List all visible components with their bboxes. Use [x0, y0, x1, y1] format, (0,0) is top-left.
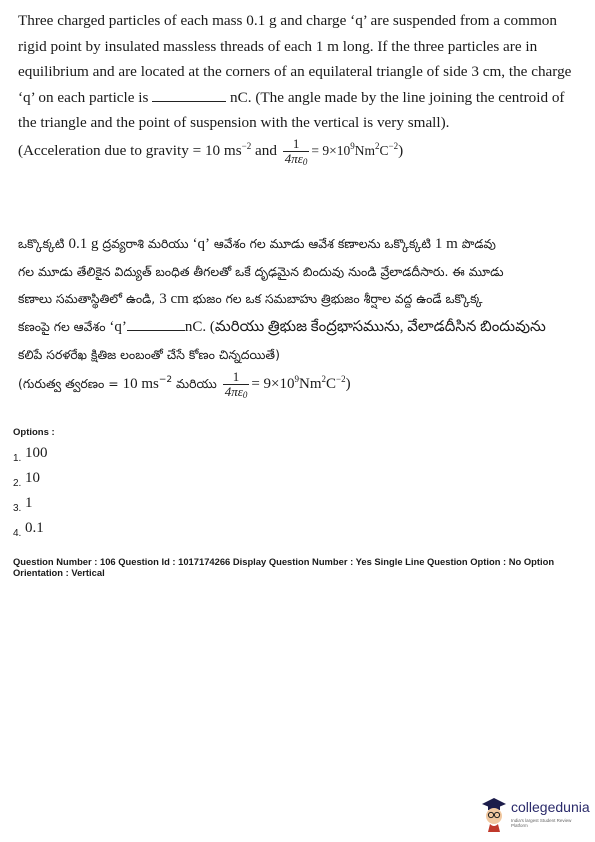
question-line: the triangle and the point of suspension with the vertical is very small). [18, 114, 450, 131]
logo-text: collegedunia [511, 799, 590, 815]
option-number: 4. [13, 528, 22, 539]
question-line: ఒక్కొక్కటి 0.1 g ద్రవ్యరాశి మరియు ‘q’ ఆవేశం గల మూడు ఆవేశ కణాలను ఒక్కొక్కటి 1 m పొడవు [18, 236, 496, 252]
fraction-denominator: $4\pi\varepsilon_0$ [224, 384, 248, 400]
question-line [18, 85, 580, 111]
question-line: rigid point by insulated massless threads of each 1 m long. If the three particles are in [18, 37, 538, 55]
option-number: 1. [13, 453, 22, 464]
question-text: ) [398, 141, 404, 159]
option-value: 10 [25, 470, 40, 486]
question-line: (గురుత్వ త్వరణం = 10 $ms^{-2}$ మరియు $\frac{1}{4\pi\varepsilon_0}$ = $9\times 10^9Nm^2C^{-2}$) [18, 369, 351, 400]
question-line: కలిపే సరళరేఖ క్షితిజ లంబంతో చేసే కోణం చిన్నదయితే) [18, 347, 280, 362]
option-number: 2. [13, 478, 22, 489]
option-value: 100 [25, 445, 48, 461]
fraction [283, 137, 310, 166]
option-item[interactable] [13, 493, 55, 518]
question-english [18, 8, 580, 166]
option-number: 3. [13, 503, 22, 514]
question-text: nC. (The angle made by the line joining the centroid of [230, 88, 565, 106]
collegedunia-logo [479, 796, 589, 836]
logo-tagline: India's largest Student Review Platform [511, 818, 572, 828]
question-line: కణాలు సమతాస్థితిలో ఉండి, 3 cm భుజం గల ఒక సమబాహు త్రిభుజం శీర్షాల వద్ద ఉండే ఒక్కొక్క [18, 291, 483, 307]
fraction [223, 370, 250, 399]
graduate-mascot-icon [479, 796, 509, 832]
options-header: Options : [13, 427, 55, 438]
metadata-line: Question Number : 106 Question Id : 1017174266 Display Question Number : Yes Single Line Question Option : No Option [13, 556, 555, 567]
constant-value: = $9\times 10^9Nm^2C^{-2}$ [311, 140, 399, 158]
question-line: కణంపై గల ఆవేశం ‘q’ nC. (మరియు త్రిభుజ కేంద్రభాసమును, వేలాడదీసిన బిందువును [18, 319, 546, 335]
metadata-line: Orientation : Vertical [13, 566, 105, 578]
question-line [18, 136, 580, 166]
fraction-numerator: 1 [283, 137, 310, 152]
question-telugu [18, 230, 580, 400]
answer-blank [152, 89, 226, 102]
option-value: 1 [25, 495, 33, 511]
constant-value: = $9\times 10^9Nm^2C^{-2}$ [251, 374, 346, 392]
question-line: గల మూడు తేలికైన విద్యుత్ బంధిత తీగలతో ఒకే దృఢమైన బిందువు నుండి వ్రేలాడదీసారు. ఈ మూడు [18, 264, 504, 279]
fraction-denominator: $4\pi\varepsilon_0$ [284, 150, 308, 167]
exponent: −2 [241, 140, 252, 151]
option-item[interactable] [13, 468, 55, 493]
option-item[interactable] [13, 443, 55, 468]
question-text: ‘q’ on each particle is [18, 88, 149, 106]
question-line: equilibrium and are located at the corners of an equilateral triangle of side 3 cm, the charge [18, 63, 572, 80]
option-value: 0.1 [25, 520, 44, 536]
question-line: Three charged particles of each mass 0.1 g and charge ‘q’ are suspended from a common [18, 12, 557, 29]
answer-blank [127, 318, 185, 331]
question-text: (Acceleration due to gravity = 10 ms [18, 141, 242, 159]
fraction-numerator: 1 [223, 370, 250, 385]
options-list [13, 427, 55, 543]
question-metadata [13, 557, 583, 578]
option-item[interactable] [13, 518, 55, 543]
question-text: and [251, 141, 281, 159]
